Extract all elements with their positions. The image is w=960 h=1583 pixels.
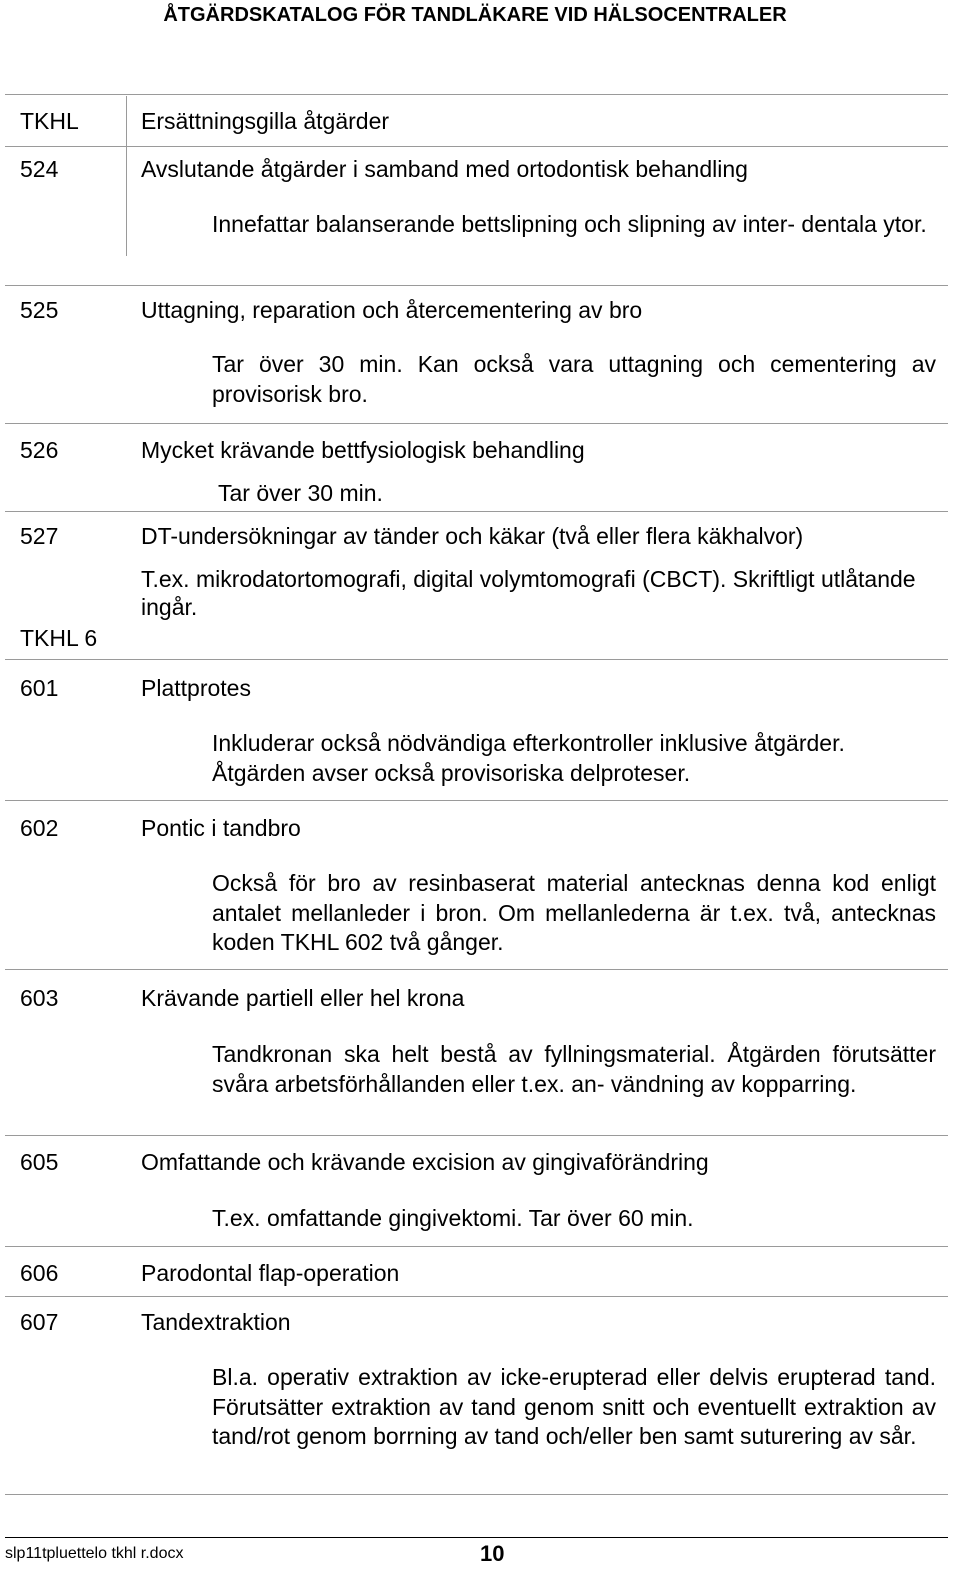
row-code: 602 xyxy=(20,815,59,841)
row-title: DT-undersökningar av tänder och käkar (två eller flera käkhalvor) xyxy=(141,523,804,549)
column-header-code: TKHL xyxy=(20,108,79,134)
table-rule xyxy=(5,1135,948,1136)
table-rule xyxy=(5,969,948,970)
row-description: Inkluderar också nödvändiga efterkontroller inklusive åtgärder. Åtgärden avser också provisoriska delproteser. xyxy=(212,730,845,786)
row-description: Tar över 30 min. Kan också vara uttagning och cementering av provisorisk bro. xyxy=(212,351,936,407)
table-rule xyxy=(5,1494,948,1495)
page-number: 10 xyxy=(480,1541,505,1566)
table-rule xyxy=(5,1246,948,1247)
row-description: Innefattar balanserande bettslipning och slipning av inter- dentala ytor. xyxy=(212,211,927,237)
column-header-title: Ersättningsgilla åtgärder xyxy=(141,108,390,134)
row-code: 603 xyxy=(20,985,59,1011)
row-code: 526 xyxy=(20,437,59,463)
row-description: Också för bro av resinbaserat material antecknas denna kod enligt antalet mellanleder i bron. Om mellanlederna är t.ex. två, antecknas koden TKHL 602 två gånger. xyxy=(212,870,936,955)
row-code: 524 xyxy=(20,156,59,182)
row-description: Tandkronan ska helt bestå av fyllningsmaterial. Åtgärden förutsätter svåra arbetsförhållanden eller t.ex. an- vändning av kopparring. xyxy=(212,1041,936,1097)
row-code: 601 xyxy=(20,675,59,701)
row-title: Parodontal flap-operation xyxy=(141,1260,400,1286)
row-title: Krävande partiell eller hel krona xyxy=(141,985,465,1011)
table-rule xyxy=(5,800,948,801)
section-label: TKHL 6 xyxy=(20,625,98,651)
column-divider xyxy=(126,96,127,256)
row-title: Mycket krävande bettfysiologisk behandling xyxy=(141,437,585,463)
row-code: 606 xyxy=(20,1260,59,1286)
table-rule xyxy=(5,511,948,512)
row-title: Plattprotes xyxy=(141,675,251,701)
footer-rule xyxy=(5,1537,948,1538)
row-title: Tandextraktion xyxy=(141,1309,291,1335)
row-title: Avslutande åtgärder i samband med ortodontisk behandling xyxy=(141,156,748,182)
row-title: Omfattande och krävande excision av gingivaförändring xyxy=(141,1149,709,1175)
footer-filename: slp11tpluettelo tkhl r.docx xyxy=(5,1545,184,1562)
row-description: T.ex. omfattande gingivektomi. Tar över 60 min. xyxy=(212,1205,694,1231)
table-rule xyxy=(5,94,948,95)
row-code: 605 xyxy=(20,1149,59,1175)
table-rule xyxy=(5,659,948,660)
table-rule xyxy=(5,285,948,286)
row-description: T.ex. mikrodatortomografi, digital volymtomografi (CBCT). Skriftligt utlåtande ingår. xyxy=(141,566,916,620)
row-description: Bl.a. operativ extraktion av icke-erupterad eller delvis erupterad tand. Förutsätter extraktion av tand genom snitt och eventuellt extraktion av tand/rot genom borrning av tand och/eller ben samt suturering av sår. xyxy=(212,1364,936,1449)
row-code: 525 xyxy=(20,297,59,323)
table-rule xyxy=(5,146,948,147)
table-rule xyxy=(5,1296,948,1297)
table-rule xyxy=(5,423,948,424)
row-description: Tar över 30 min. xyxy=(218,480,383,506)
page-title: ÅTGÄRDSKATALOG FÖR TANDLÄKARE VID HÄLSOCENTRALER xyxy=(163,4,787,26)
row-code: 607 xyxy=(20,1309,59,1335)
row-title: Pontic i tandbro xyxy=(141,815,301,841)
row-title: Uttagning, reparation och återcementering av bro xyxy=(141,297,643,323)
row-code: 527 xyxy=(20,523,59,549)
